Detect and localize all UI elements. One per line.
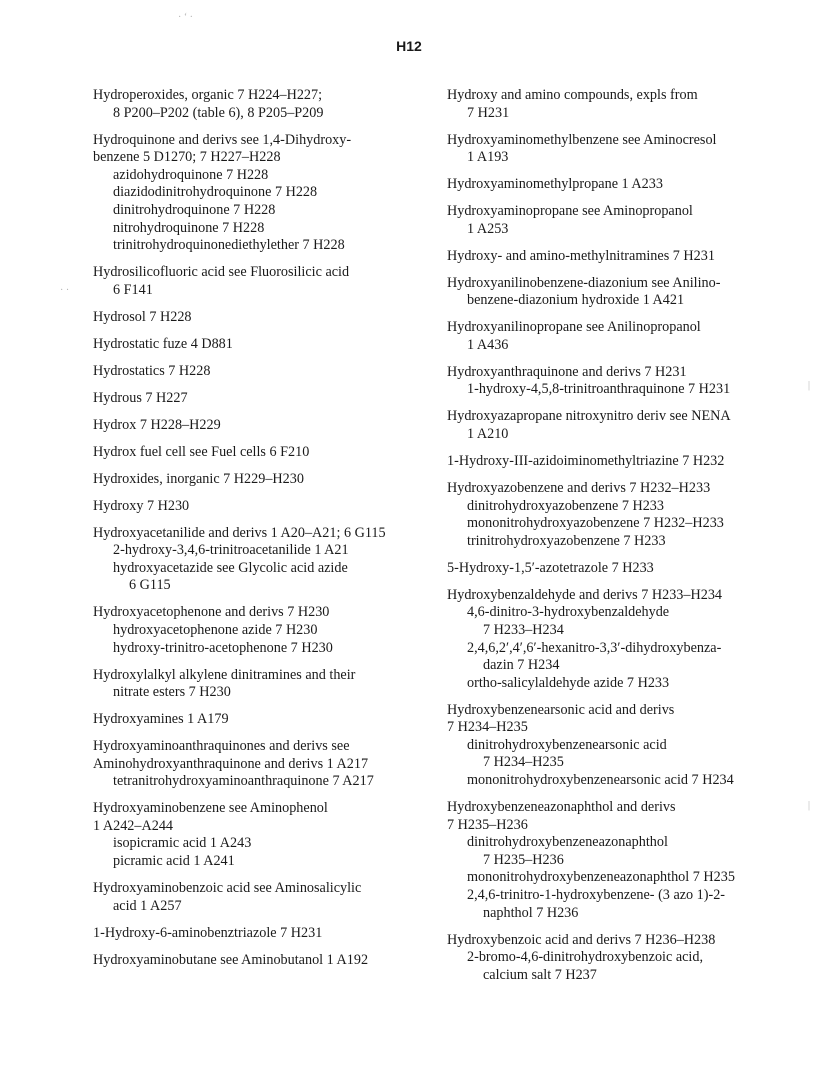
index-entry: [93, 525, 433, 595]
index-entry-subline: mononitrohydroxyazobenzene 7 H232–H233: [467, 515, 724, 532]
index-entry: [93, 336, 433, 354]
index-entry: [93, 417, 433, 435]
index-entry: [93, 952, 433, 970]
index-entry: [93, 471, 433, 489]
index-entry: [447, 87, 792, 122]
scan-speck: · ʻ ·: [178, 12, 193, 23]
scan-speck: · ·: [60, 285, 70, 296]
index-entry-subline: dinitrohydroxybenzeneazonaphthol: [467, 834, 668, 851]
index-entry-subline: acid 1 A257: [113, 897, 182, 914]
index-entry-heading: Hydroxyaminomethylpropane 1 A233: [447, 176, 663, 193]
index-entry-subline: 1 A436: [467, 336, 509, 353]
index-entry-heading: Hydroxyanilinopropane see Anilinopropanol: [447, 319, 701, 336]
index-entry-heading: Hydroquinone and derivs see 1,4-Dihydroxy-: [93, 131, 352, 148]
index-entry: [447, 702, 792, 790]
index-entry-heading: Hydroxybenzoic acid and derivs 7 H236–H238: [447, 931, 716, 948]
index-entry-heading: Hydrosilicofluoric acid see Fluorosilicic acid: [93, 264, 350, 281]
index-entry-subline: 7 H233–H234: [483, 621, 564, 638]
index-entry: [93, 800, 433, 870]
index-entry-subline: 1 A193: [467, 149, 509, 166]
index-entry: [447, 453, 792, 471]
index-entry-heading: Hydrous 7 H227: [93, 389, 188, 406]
index-entry-subline: 8 P200–P202 (table 6), 8 P205–P209: [113, 104, 324, 121]
index-entry-subline: 1 A253: [467, 220, 509, 237]
scan-speck: |: [808, 800, 811, 811]
index-entry: [447, 203, 792, 238]
index-entry: [93, 264, 433, 299]
index-entry: [447, 480, 792, 550]
page-number: H12: [396, 38, 422, 54]
index-entry-heading: Hydrosol 7 H228: [93, 308, 192, 325]
index-entry: [93, 444, 433, 462]
index-entry-heading: Hydroxyaminobenzene see Aminophenol: [93, 800, 328, 817]
index-entry-subline: mononitrohydroxybenzenearsonic acid 7 H234: [467, 772, 734, 789]
index-entry-subline: benzene-diazonium hydroxide 1 A421: [467, 292, 685, 309]
index-entry-subline: dinitrohydroquinone 7 H228: [113, 201, 276, 218]
index-entry-subline: picramic acid 1 A241: [113, 853, 235, 870]
index-entry: [447, 364, 792, 399]
index-entry-heading: 1-Hydroxy-6-aminobenztriazole 7 H231: [93, 924, 323, 941]
index-entry-heading: Hydroxyaminomethylbenzene see Aminocresol: [447, 131, 717, 148]
index-entry: [93, 711, 433, 729]
index-entry-heading: 1-Hydroxy-III-azidoiminomethyltriazine 7 H232: [447, 453, 725, 470]
index-column-right: [447, 87, 792, 994]
index-entry-heading: Hydrostatic fuze 4 D881: [93, 335, 233, 352]
index-entry-heading: Hydroxides, inorganic 7 H229–H230: [93, 470, 304, 487]
index-entry-heading: Hydroxybenzenearsonic acid and derivs: [447, 701, 675, 718]
index-entry-subline: 7 H234–H235: [447, 719, 528, 736]
index-entry-subline: dinitrohydroxybenzenearsonic acid: [467, 736, 667, 753]
index-entry-subline: 1 A210: [467, 426, 509, 443]
index-entry-subline: 7 H234–H235: [483, 754, 564, 771]
index-entry-subline: isopicramic acid 1 A243: [113, 835, 252, 852]
index-entry-subline: calcium salt 7 H237: [483, 966, 597, 983]
index-entry-heading: Hydroperoxides, organic 7 H224–H227;: [93, 87, 323, 103]
index-entry: [447, 587, 792, 693]
index-entry-heading: Hydrostatics 7 H228: [93, 362, 211, 379]
index-entry: [447, 932, 792, 985]
index-entry: [93, 738, 433, 791]
index-entry-heading: Hydroxyacetanilide and derivs 1 A20–A21; 6 G115: [93, 524, 386, 541]
index-entry-subline: Aminohydroxyanthraquinone and derivs 1 A217: [93, 755, 369, 772]
index-entry-heading: Hydroxyaminobenzoic acid see Aminosalicylic: [93, 880, 362, 897]
index-entry-heading: Hydroxylalkyl alkylene dinitramines and their: [93, 666, 356, 683]
index-entry: [93, 87, 433, 122]
scan-speck: |: [808, 380, 811, 391]
index-entry-heading: Hydroxyanilinobenzene-diazonium see Anilino-: [447, 274, 721, 291]
index-entry-subline: diazidodinitrohydroquinone 7 H228: [113, 184, 318, 201]
index-entry-subline: tetranitrohydroxyaminoanthraquinone 7 A217: [113, 773, 374, 790]
index-entry: [447, 132, 792, 167]
index-entry-subline: 1-hydroxy-4,5,8-trinitroanthraquinone 7 H231: [467, 381, 731, 398]
index-entry-heading: Hydroxybenzeneazonaphthol and derivs: [447, 799, 676, 816]
index-entry-subline: hydroxyacetophenone azide 7 H230: [113, 621, 318, 638]
index-entry-heading: Hydroxyacetophenone and derivs 7 H230: [93, 604, 330, 621]
index-entry: [93, 667, 433, 702]
index-entry-subline: 2-hydroxy-3,4,6-trinitroacetanilide 1 A21: [113, 542, 349, 559]
index-entry-subline: trinitrohydroxyazobenzene 7 H233: [467, 532, 666, 549]
index-entry: [447, 248, 792, 266]
index-entry-subline: 1 A242–A244: [93, 817, 174, 834]
index-entry-heading: 5-Hydroxy-1,5′-azotetrazole 7 H233: [447, 559, 654, 576]
index-entry: [447, 319, 792, 354]
index-entry-subline: naphthol 7 H236: [483, 904, 579, 921]
index-entry-subline: 2-bromo-4,6-dinitrohydroxybenzoic acid,: [467, 949, 703, 966]
index-entry-subline: 4,6-dinitro-3-hydroxybenzaldehyde: [467, 604, 670, 621]
index-entry: [447, 799, 792, 922]
index-entry-heading: Hydroxybenzaldehyde and derivs 7 H233–H234: [447, 586, 723, 603]
index-entry: [93, 604, 433, 657]
index-entry: [447, 176, 792, 194]
index-entry: [447, 408, 792, 443]
index-column-left: [93, 87, 433, 979]
index-entry-subline: 6 F141: [113, 281, 153, 298]
index-entry-subline: 6 G115: [129, 577, 171, 594]
index-entry-heading: Hydroxy- and amino-methylnitramines 7 H231: [447, 247, 715, 264]
index-entry-heading: Hydroxyaminoanthraquinones and derivs see: [93, 738, 350, 755]
index-entry-subline: hydroxy-trinitro-acetophenone 7 H230: [113, 639, 333, 656]
index-entry: [93, 363, 433, 381]
index-entry-heading: Hydroxyaminobutane see Aminobutanol 1 A192: [93, 951, 369, 968]
index-entry-subline: azidohydroquinone 7 H228: [113, 166, 269, 183]
index-entry-subline: trinitrohydroquinonediethylether 7 H228: [113, 237, 345, 254]
index-entry-heading: Hydroxyazobenzene and derivs 7 H232–H233: [447, 480, 711, 496]
index-entry-heading: Hydroxy and amino compounds, expls from: [447, 87, 698, 103]
index-entry-heading: Hydrox fuel cell see Fuel cells 6 F210: [93, 443, 310, 460]
index-entry-subline: ortho-salicylaldehyde azide 7 H233: [467, 674, 670, 691]
index-entry: [93, 880, 433, 915]
index-entry-subline: dinitrohydroxyazobenzene 7 H233: [467, 497, 664, 514]
index-entry-subline: 7 H231: [467, 104, 510, 121]
index-entry-subline: 2,4,6-trinitro-1-hydroxybenzene- (3 azo 1)-2-: [467, 887, 726, 904]
index-entry-subline: nitrate esters 7 H230: [113, 684, 231, 701]
index-entry: [93, 925, 433, 943]
index-entry: [447, 275, 792, 310]
index-entry-heading: Hydroxyaminopropane see Aminopropanol: [447, 203, 693, 220]
index-entry-heading: Hydroxy 7 H230: [93, 497, 190, 514]
index-entry-subline: 2,4,6,2′,4′,6′-hexanitro-3,3′-dihydroxybenza-: [467, 639, 722, 656]
index-entry-subline: nitrohydroquinone 7 H228: [113, 219, 265, 236]
index-entry-subline: dazin 7 H234: [483, 657, 560, 674]
index-entry-subline: 7 H235–H236: [483, 851, 564, 868]
index-entry-heading: Hydroxyanthraquinone and derivs 7 H231: [447, 363, 687, 380]
index-entry: [93, 132, 433, 255]
index-entry-heading: Hydroxyamines 1 A179: [93, 711, 229, 728]
index-entry-subline: 7 H235–H236: [447, 816, 528, 833]
index-entry-heading: Hydroxyazapropane nitroxynitro deriv see NENA: [447, 408, 731, 425]
index-entry: [93, 390, 433, 408]
index-entry-heading: Hydrox 7 H228–H229: [93, 416, 221, 433]
index-entry: [93, 309, 433, 327]
index-entry: [447, 560, 792, 578]
index-entry-subline: hydroxyacetazide see Glycolic acid azide: [113, 559, 348, 576]
index-entry-subline: benzene 5 D1270; 7 H227–H228: [93, 149, 281, 166]
index-entry-subline: mononitrohydroxybenzeneazonaphthol 7 H235: [467, 869, 735, 886]
index-entry: [93, 498, 433, 516]
